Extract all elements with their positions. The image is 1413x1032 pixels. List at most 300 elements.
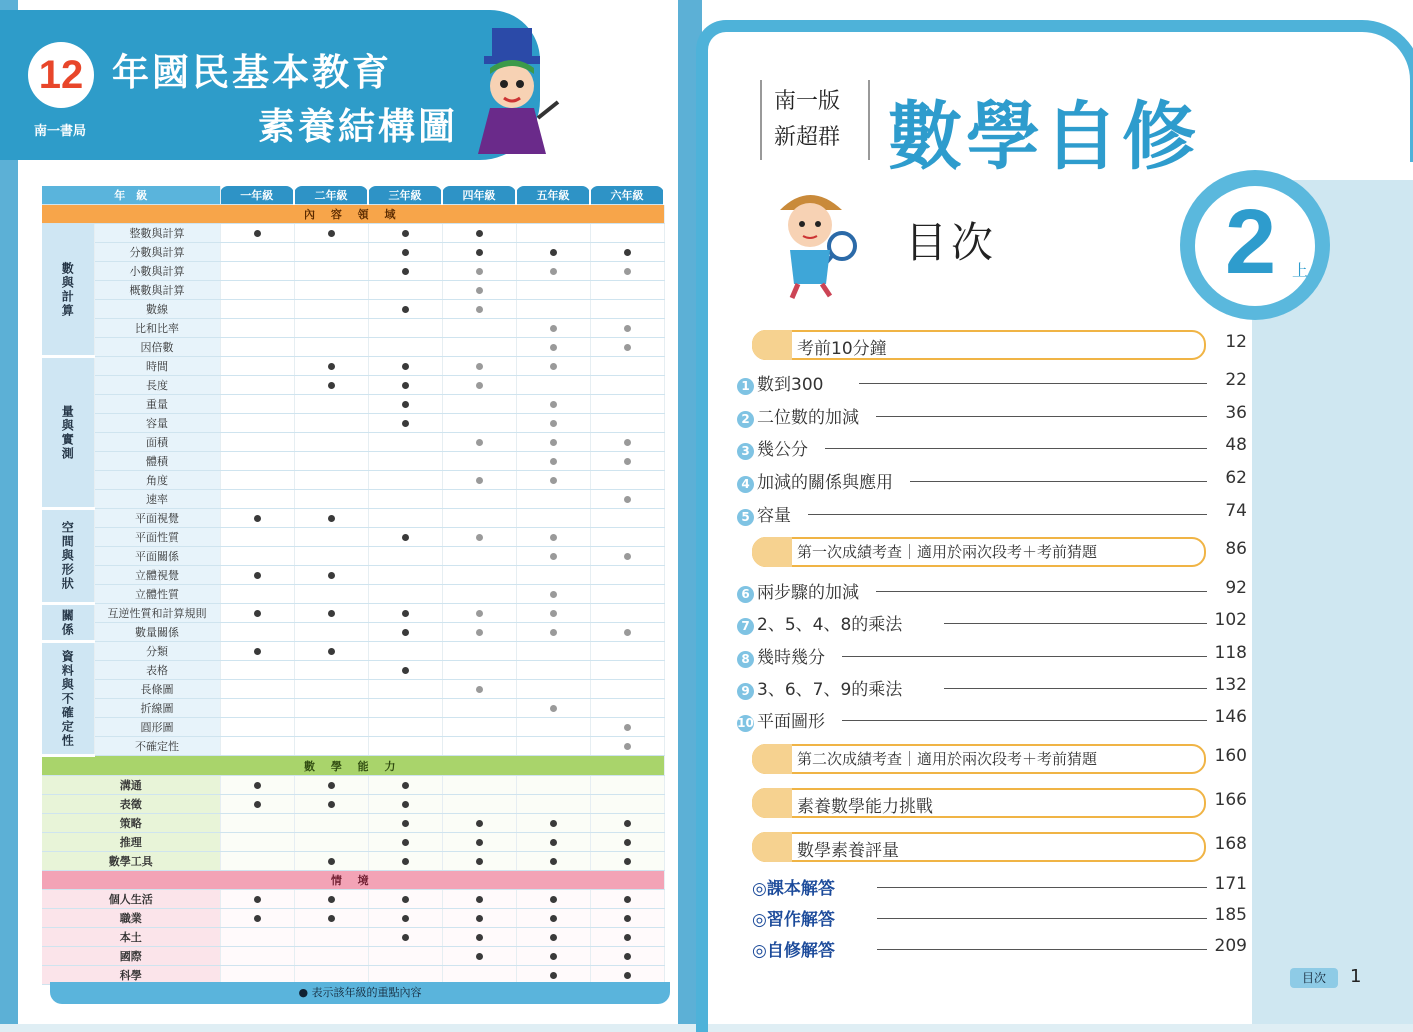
toc-page-number: 22 [1225,370,1247,390]
toc-entry-text: 考前10分鐘 [797,339,887,359]
item-label: 數線 [94,300,220,319]
toc-page-number: 168 [1214,834,1247,854]
toc-entry-label [797,541,1097,562]
focus-dot-icon [328,610,335,617]
focus-dot-icon [328,230,335,237]
ability-label: 推理 [42,833,220,852]
focus-dot-icon [328,896,335,903]
focus-dot-icon [476,896,483,903]
focus-dot-icon [624,724,631,731]
focus-dot-icon [402,363,409,370]
toc-entry[interactable] [737,707,1257,733]
focus-dot-icon [476,686,483,693]
focus-dot-icon [550,629,557,636]
focus-dot-icon [476,363,483,370]
grade-cell [220,528,294,547]
toc-page-number: 12 [1225,332,1247,352]
toc-pill-icon [752,330,792,360]
grade-cell [368,623,442,642]
table-row [42,528,664,547]
grade-cell [220,718,294,737]
toc-entry[interactable] [737,874,1257,900]
toc-page-number: 146 [1214,707,1247,727]
toc-entry[interactable] [737,610,1257,636]
grade-cell [590,661,664,680]
focus-dot-icon [254,896,261,903]
toc-entry[interactable] [737,539,1257,565]
grade-cell [442,776,516,795]
item-label: 平面性質 [94,528,220,547]
grade-cell [220,395,294,414]
focus-dot-icon [254,610,261,617]
grade-cell [590,890,664,909]
toc-page-number: 160 [1214,746,1247,766]
grade-cell [516,528,590,547]
grade-cell [294,795,368,814]
grade-cell [294,471,368,490]
grade-cell [368,604,442,623]
grade-cell [590,623,664,642]
toc-entry-label [737,675,902,700]
toc-entry-label [737,370,823,395]
grade-cell [220,433,294,452]
grade-cell [516,262,590,281]
table-row [42,852,664,871]
literacy-structure-table [42,186,665,985]
toc-entry[interactable] [737,435,1257,461]
table-footnote: ● 表示該年級的重點內容 [50,982,670,1004]
grade-cell [442,852,516,871]
grade-cell [516,376,590,395]
toc-entry-label [797,334,887,359]
focus-dot-icon [328,782,335,789]
grade-cell [590,281,664,300]
grade-cell [294,585,368,604]
publisher-name: 南一書局 [34,124,87,139]
toc-entry[interactable] [737,790,1257,816]
table-row [42,928,664,947]
grade-cell [516,490,590,509]
grade-cell [516,928,590,947]
focus-dot-icon [476,534,483,541]
grade-cell [590,433,664,452]
grade-cell [294,395,368,414]
toc-entry-label [752,936,835,961]
grade-cell [442,718,516,737]
grade-cell [220,909,294,928]
grade-cell [442,795,516,814]
focus-dot-icon [402,801,409,808]
focus-dot-icon [624,972,631,979]
page-frame-curve [1250,20,1413,162]
grade-cell [220,680,294,699]
grade-cell [442,528,516,547]
focus-dot-icon [476,953,483,960]
table-row [42,243,664,262]
grade-cell [516,795,590,814]
chapter-number-badge: 5 [737,509,754,526]
toc-entry[interactable] [737,578,1257,604]
grade-cell [220,814,294,833]
grade-cell [220,319,294,338]
focus-dot-icon [402,934,409,941]
ability-label: 溝通 [42,776,220,795]
grade-cell [442,490,516,509]
focus-dot-icon [550,953,557,960]
grade-cell [368,890,442,909]
banner-title-line1: 年國民基本教育 [112,51,392,94]
grade-cell [516,433,590,452]
grade-cell [516,414,590,433]
grade-cell [442,509,516,528]
toc-entry[interactable] [737,905,1257,931]
table-row [42,909,664,928]
grade-cell [590,852,664,871]
focus-dot-icon [624,249,631,256]
domain-label: 空間與形狀 [42,509,94,604]
focus-dot-icon [254,572,261,579]
toc-entry-label [737,403,859,428]
grade-cell [368,509,442,528]
focus-dot-icon [550,401,557,408]
grade-cell [590,776,664,795]
grade-cell [516,300,590,319]
table-row [42,357,664,376]
toc-entry[interactable] [737,332,1257,358]
focus-dot-icon [624,268,631,275]
grade-cell [590,566,664,585]
focus-dot-icon [624,820,631,827]
grade-cell [516,357,590,376]
grade-cell [220,604,294,623]
grade-cell [368,357,442,376]
focus-dot-icon [476,915,483,922]
focus-dot-icon [328,801,335,808]
toc-entry-label [737,610,902,635]
toc-entry-text: 二位數的加減 [757,408,859,428]
toc-pill-icon [752,537,792,567]
item-label: 圓形圖 [94,718,220,737]
item-label: 容量 [94,414,220,433]
grade-cell [516,224,590,243]
grade-cell [442,890,516,909]
grade-cell [294,376,368,395]
table-row [42,566,664,585]
toc-heading: 目次 [905,218,998,267]
grade-cell [590,357,664,376]
toc-entry-text: 數學素養評量 [797,841,899,861]
grade-cell [220,890,294,909]
grade-cell [516,547,590,566]
chapter-number-badge: 3 [737,443,754,460]
table-row [42,433,664,452]
focus-dot-icon [550,420,557,427]
focus-dot-icon [550,268,557,275]
grade-cell [294,947,368,966]
focus-dot-icon [550,534,557,541]
grade-cell [516,623,590,642]
focus-dot-icon [328,363,335,370]
grade-cell [442,338,516,357]
toc-page-number: 48 [1225,435,1247,455]
grade-cell [294,547,368,566]
grade-cell [220,490,294,509]
domain-label: 數與計算 [42,224,94,357]
grade-cell [368,833,442,852]
table-row [42,338,664,357]
grade-cell [220,509,294,528]
grade-cell [220,642,294,661]
toc-entry[interactable] [737,370,1257,396]
grade-cell [590,509,664,528]
focus-dot-icon [624,915,631,922]
grade-cell [590,699,664,718]
grade-cell [442,680,516,699]
grade-cell [516,718,590,737]
context-label: 本土 [42,928,220,947]
grade-cell [442,300,516,319]
grade-cell [590,528,664,547]
toc-pill-icon [752,788,792,818]
grade-cell [368,414,442,433]
grade-cell [442,642,516,661]
grade-cell [516,814,590,833]
item-label: 概數與計算 [94,281,220,300]
toc-page-number: 166 [1214,790,1247,810]
table-row [42,890,664,909]
grade-cell [442,623,516,642]
toc-leader-line [877,918,1207,919]
grade-cell [294,909,368,928]
toc-entry[interactable] [737,746,1257,772]
grade-cell [294,319,368,338]
grade-cell [590,471,664,490]
grade-cell [294,928,368,947]
grade-cell [294,357,368,376]
toc-entry-label [737,643,825,668]
focus-dot-icon [476,439,483,446]
table-row [42,509,664,528]
grade-cell [368,585,442,604]
focus-dot-icon [402,610,409,617]
toc-entry[interactable] [737,501,1257,527]
focus-dot-icon [402,401,409,408]
focus-dot-icon [254,648,261,655]
toc-entry-label [737,435,808,460]
grade-cell [368,928,442,947]
item-label: 小數與計算 [94,262,220,281]
grade-cell [516,852,590,871]
grade-cell [442,737,516,756]
domain-label: 資料與不確定性 [42,642,94,756]
grade-cell [516,604,590,623]
grade-cell [220,357,294,376]
grade-cell [516,319,590,338]
focus-dot-icon [550,344,557,351]
grade-cell [294,281,368,300]
grade-cell [442,262,516,281]
context-label: 科學 [42,966,220,985]
grade-cell [368,281,442,300]
grade-header-1: 一年級 [220,186,294,205]
grade-cell [442,833,516,852]
focus-dot-icon [550,439,557,446]
toc-page-number: 86 [1225,539,1247,559]
grade-cell [368,319,442,338]
item-label: 面積 [94,433,220,452]
grade-cell [590,928,664,947]
grade-cell [294,433,368,452]
focus-dot-icon [476,839,483,846]
toc-entry-text: 平面圖形 [757,712,825,732]
volume-number: 2 [1225,191,1277,293]
grade-cell [220,928,294,947]
grade-cell [516,281,590,300]
grade-cell [442,243,516,262]
focus-dot-icon [476,382,483,389]
focus-dot-icon [402,858,409,865]
toc-entry-label [797,792,933,817]
grade-cell [516,776,590,795]
item-label: 立體性質 [94,585,220,604]
grade-cell [368,699,442,718]
grade-cell [516,509,590,528]
grade-cell [590,604,664,623]
grade-cell [442,604,516,623]
focus-dot-icon [328,858,335,865]
grade-cell [220,414,294,433]
domain-label: 量與實測 [42,357,94,509]
focus-dot-icon [402,382,409,389]
focus-dot-icon [402,534,409,541]
chapter-number-badge: 10 [737,716,754,730]
toc-leader-line [877,887,1207,888]
focus-dot-icon [624,896,631,903]
grade-cell [590,737,664,756]
table-row [42,281,664,300]
grade-cell [220,452,294,471]
table-row [42,490,664,509]
focus-dot-icon [476,306,483,313]
table-row [42,947,664,966]
focus-dot-icon [328,572,335,579]
toc-entry-text: 2、5、4、8的乘法 [757,615,903,635]
grade-cell [294,566,368,585]
toc-entry[interactable] [737,468,1257,494]
table-row [42,376,664,395]
grade-cell [294,642,368,661]
grade-header-6: 六年級 [590,186,664,205]
toc-entry-label [737,707,825,732]
toc-page-number: 132 [1214,675,1247,695]
focus-dot-icon [624,629,631,636]
focus-dot-icon [402,915,409,922]
grade-header-5: 五年級 [516,186,590,205]
chapter-number-badge: 4 [737,476,754,493]
section-context: 情 境 [42,871,664,890]
grade-cell [442,471,516,490]
focus-dot-icon [550,915,557,922]
focus-dot-icon [402,230,409,237]
table-row [42,319,664,338]
grade-cell [294,414,368,433]
grade-cell [590,319,664,338]
ability-label: 表徵 [42,795,220,814]
item-label: 表格 [94,661,220,680]
toc-entry-label [737,578,859,603]
grade-cell [294,680,368,699]
grade-cell [590,452,664,471]
grade-cell [220,262,294,281]
focus-dot-icon [550,610,557,617]
focus-dot-icon [624,553,631,560]
toc-entry[interactable] [737,643,1257,669]
grade-cell [590,243,664,262]
focus-dot-icon [624,934,631,941]
grade-cell [294,699,368,718]
item-label: 互逆性質和計算規則 [94,604,220,623]
toc-entry-text: ◎自修解答 [752,941,835,961]
grade-cell [442,661,516,680]
detective-girl-mascot-icon [760,180,870,300]
item-label: 體積 [94,452,220,471]
grade-cell [516,471,590,490]
focus-dot-icon [476,230,483,237]
page-number: 1 [1350,966,1362,987]
focus-dot-icon [402,782,409,789]
grade-cell [368,528,442,547]
chapter-number-badge: 7 [737,618,754,635]
grade-cell [516,947,590,966]
grade-cell [368,471,442,490]
item-label: 角度 [94,471,220,490]
focus-dot-icon [624,344,631,351]
ability-label: 策略 [42,814,220,833]
grade-cell [220,243,294,262]
grade-cell [516,566,590,585]
grade-cell [368,661,442,680]
item-label: 平面視覺 [94,509,220,528]
grade-cell [442,433,516,452]
grade-cell [220,795,294,814]
grade-cell [294,604,368,623]
toc-entry[interactable] [737,403,1257,429]
table-row [42,414,664,433]
grade-cell [220,566,294,585]
grade-cell [442,319,516,338]
focus-dot-icon [624,496,631,503]
grade-cell [368,566,442,585]
table-row [42,642,664,661]
toc-entry[interactable] [737,936,1257,962]
grade-cell [294,509,368,528]
focus-dot-icon [402,420,409,427]
toc-entry[interactable] [737,675,1257,701]
grade-cell [294,262,368,281]
grade-cell [590,300,664,319]
grade-cell [516,661,590,680]
grade-cell [442,699,516,718]
grade-header-label: 年 級 [42,186,220,205]
grade-cell [516,395,590,414]
toc-entry[interactable] [737,834,1257,860]
grade-cell [368,395,442,414]
section-content-domain: 內 容 領 域 [42,205,664,224]
focus-dot-icon [402,629,409,636]
grade-cell [590,680,664,699]
grade-cell [368,795,442,814]
item-label: 分類 [94,642,220,661]
